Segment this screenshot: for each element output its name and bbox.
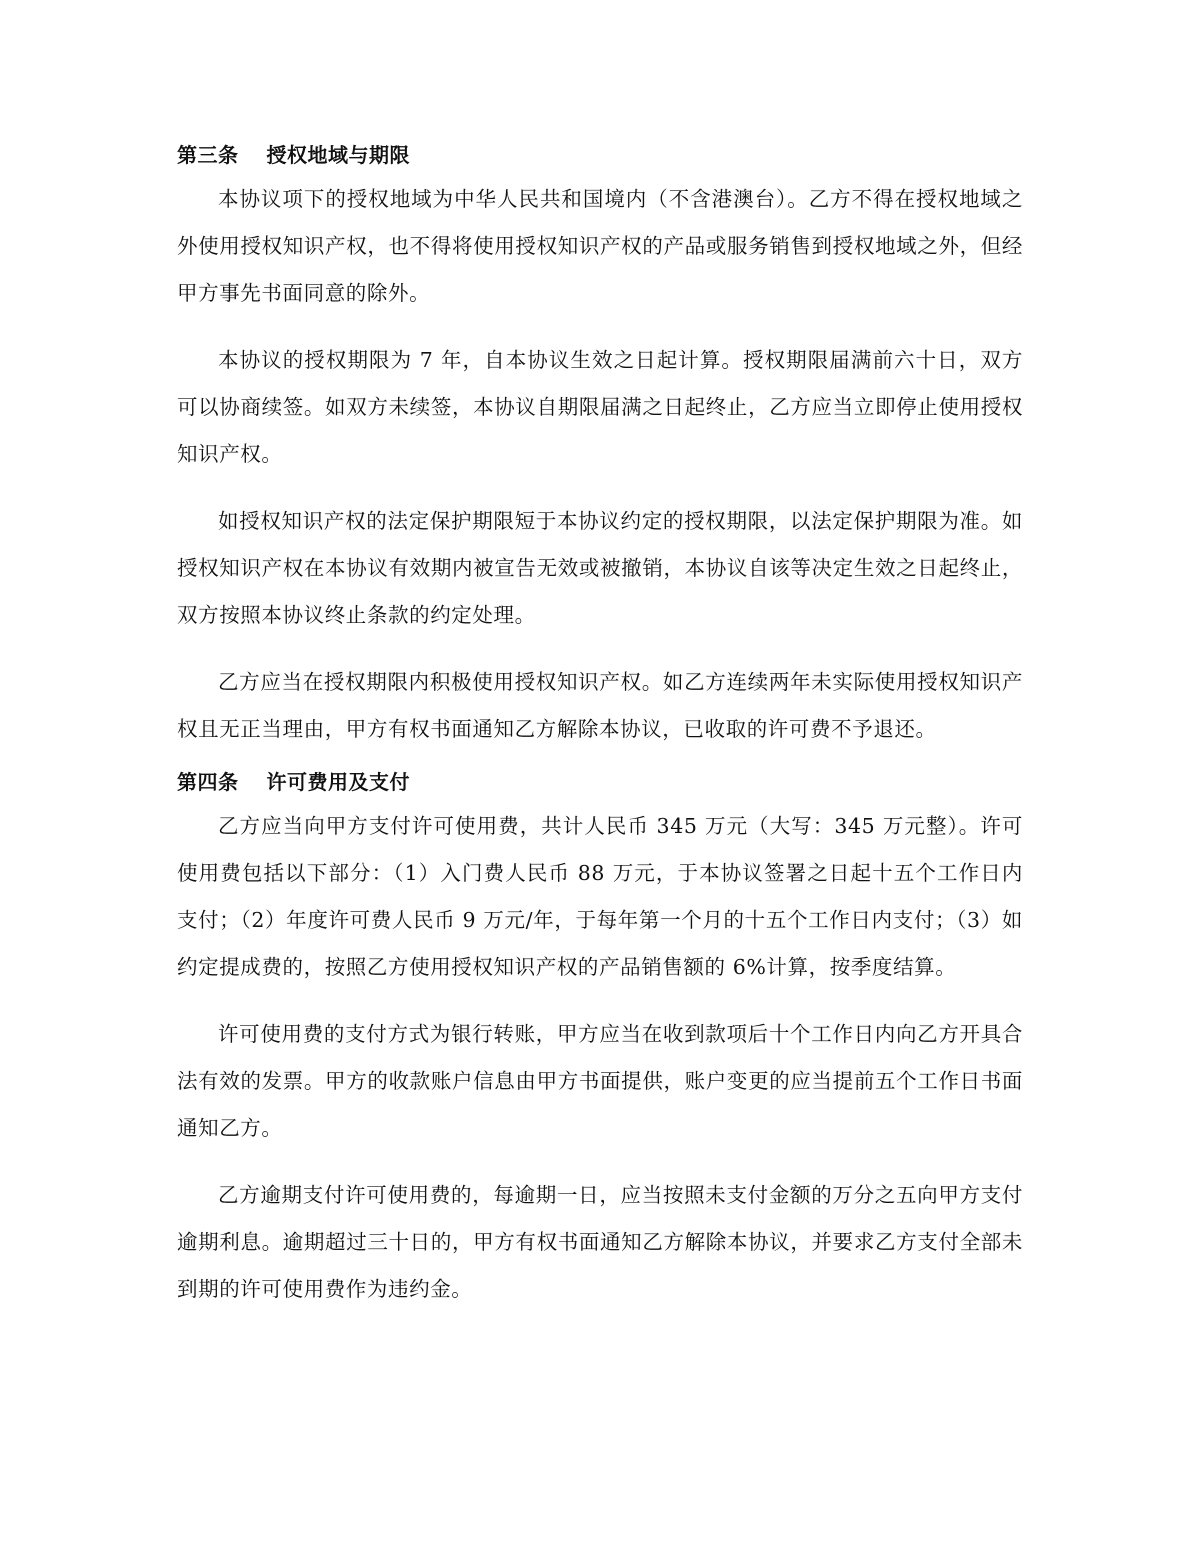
- paragraph: 乙方逾期支付许可使用费的，每逾期一日，应当按照未支付金额的万分之五向甲方支付逾期利息。逾期超过三十日的，甲方有权书面通知乙方解除本协议，并要求乙方支付全部未到期的许可使用费作为违约金。: [177, 1183, 1023, 1301]
- paragraph: 乙方应当在授权期限内积极使用授权知识产权。如乙方连续两年未实际使用授权知识产权且无正当理由，甲方有权书面通知乙方解除本协议，已收取的许可费不予退还。: [177, 670, 1023, 741]
- article-number: 第四条: [177, 770, 239, 794]
- article-heading: [177, 140, 1023, 170]
- paragraph: 许可使用费的支付方式为银行转账，甲方应当在收到款项后十个工作日内向乙方开具合法有效的发票。甲方的收款账户信息由甲方书面提供，账户变更的应当提前五个工作日书面通知乙方。: [177, 1022, 1023, 1140]
- paragraph: 如授权知识产权的法定保护期限短于本协议约定的授权期限，以法定保护期限为准。如授权知识产权在本协议有效期内被宣告无效或被撤销，本协议自该等决定生效之日起终止，双方按照本协议终止条款的约定处理。: [177, 509, 1023, 627]
- article-title: 许可费用及支付: [266, 770, 410, 794]
- document-page: [177, 140, 1023, 1333]
- article-heading: [177, 767, 1023, 797]
- article-number: 第三条: [177, 143, 239, 167]
- paragraph: 本协议项下的授权地域为中华人民共和国境内（不含港澳台）。乙方不得在授权地域之外使用授权知识产权，也不得将使用授权知识产权的产品或服务销售到授权地域之外，但经甲方事先书面同意的除外。: [177, 187, 1023, 305]
- article-3: [177, 140, 1023, 753]
- article-4: [177, 767, 1023, 1313]
- paragraph: 本协议的授权期限为 7 年，自本协议生效之日起计算。授权期限届满前六十日，双方可以协商续签。如双方未续签，本协议自期限届满之日起终止，乙方应当立即停止使用授权知识产权。: [177, 348, 1023, 466]
- article-title: 授权地域与期限: [266, 143, 410, 167]
- paragraph: 乙方应当向甲方支付许可使用费，共计人民币 345 万元（大写：345 万元整）。许可使用费包括以下部分：（1）入门费人民币 88 万元，于本协议签署之日起十五个工作日内支付；（2）年度许可费人民币 9 万元/年，于每年第一个月的十五个工作日内支付；（3）如约定提成费的，按照乙方使用授权知识产权的产品销售额的 6%计算，按季度结算。: [177, 814, 1023, 979]
